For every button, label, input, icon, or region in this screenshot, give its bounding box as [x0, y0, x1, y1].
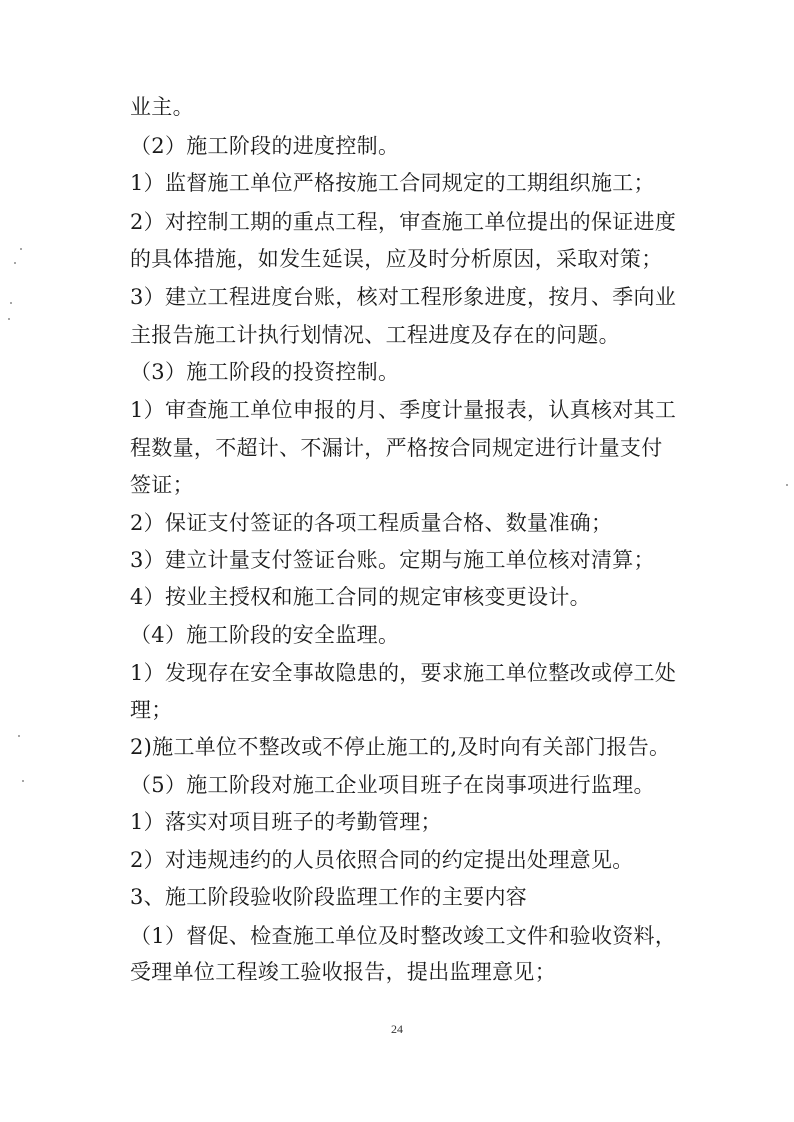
text-line: 1）落实对项目班子的考勤管理； — [130, 810, 442, 834]
scan-speck — [8, 318, 10, 320]
text-line: （5）施工阶段对施工企业项目班子在岗事项进行监理。 — [130, 773, 655, 797]
text-line: 3）建立计量支付签证台账。定期与施工单位核对清算； — [130, 548, 655, 572]
text-line: 2)施工单位不整改或不停止施工的,及时向有关部门报告。 — [130, 735, 671, 759]
page-number: 24 — [391, 1022, 403, 1036]
text-line: （2）施工阶段的进度控制。 — [130, 134, 400, 158]
text-line: 理； — [130, 698, 173, 722]
text-line: （1）督促、检查施工单位及时整改竣工文件和验收资料， — [130, 924, 677, 948]
text-line: 3、施工阶段验收阶段监理工作的主要内容 — [130, 885, 528, 909]
text-line: 2）对控制工期的重点工程，审查施工单位提出的保证进度 — [130, 210, 677, 234]
text-line: 1）监督施工单位严格按施工合同规定的工期组织施工； — [130, 171, 655, 195]
scan-speck — [14, 262, 16, 264]
text-line: 2）保证支付签证的各项工程质量合格、数量准确； — [130, 511, 613, 535]
text-line: 2）对违规违约的人员依照合同的约定提出处理意见。 — [130, 848, 634, 872]
scan-speck — [20, 248, 22, 250]
text-line: 受理单位工程竣工验收报告，提出监理意见； — [130, 960, 556, 984]
text-line: 的具体措施，如发生延误，应及时分析原因，采取对策； — [130, 247, 663, 271]
text-line: 签证； — [130, 473, 194, 497]
text-line: 4）按业主授权和施工合同的规定审核变更设计。 — [130, 585, 591, 609]
text-line: （3）施工阶段的投资控制。 — [130, 360, 400, 384]
text-line: 1）审查施工单位申报的月、季度计量报表，认真核对其工 — [130, 398, 677, 422]
scan-speck — [786, 484, 788, 486]
scan-speck — [18, 735, 20, 737]
text-line: 1）发现存在安全事故隐患的，要求施工单位整改或停工处 — [130, 661, 677, 685]
text-line: （4）施工阶段的安全监理。 — [130, 623, 400, 647]
text-line: 程数量，不超计、不漏计，严格按合同规定进行计量支付 — [130, 436, 663, 460]
text-line: 业主。 — [130, 95, 194, 119]
text-line: 3）建立工程进度台账，核对工程形象进度，按月、季向业 — [130, 285, 677, 309]
scan-speck — [10, 302, 12, 304]
text-line: 主报告施工计执行划情况、工程进度及存在的问题。 — [130, 323, 620, 347]
scan-speck — [22, 780, 24, 782]
